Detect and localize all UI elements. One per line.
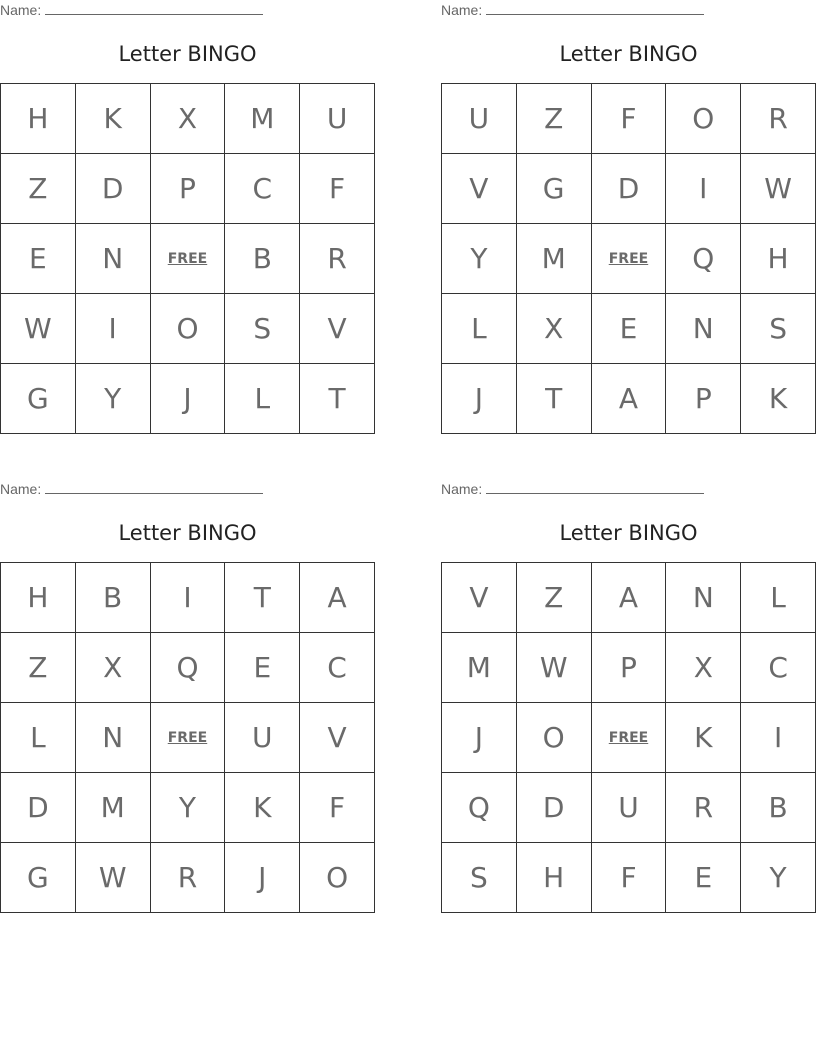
letter-cell: N: [75, 224, 150, 294]
letter-cell: X: [516, 294, 591, 364]
letter-cell: W: [741, 154, 816, 224]
name-blank-line: [486, 2, 704, 15]
letter-cell: Y: [150, 773, 225, 843]
letter-cell: H: [1, 84, 76, 154]
letter-cell: W: [1, 294, 76, 364]
letter-cell: W: [516, 633, 591, 703]
grid-row: [442, 364, 816, 434]
letter-cell: U: [591, 773, 666, 843]
letter-cell: B: [225, 224, 300, 294]
name-field: [441, 2, 704, 18]
letter-cell: P: [591, 633, 666, 703]
letter-cell: V: [300, 703, 375, 773]
bingo-grid: [441, 83, 816, 434]
letter-cell: C: [741, 633, 816, 703]
grid-row: [442, 294, 816, 364]
letter-cell: Y: [442, 224, 517, 294]
name-blank-line: [486, 481, 704, 494]
grid-row: [1, 364, 375, 434]
letter-cell: A: [300, 563, 375, 633]
grid-row: [442, 154, 816, 224]
letter-cell: X: [75, 633, 150, 703]
name-label: Name:: [441, 481, 483, 497]
letter-cell: K: [741, 364, 816, 434]
letter-cell: H: [516, 843, 591, 913]
letter-cell: D: [591, 154, 666, 224]
letter-cell: S: [442, 843, 517, 913]
letter-cell: D: [1, 773, 76, 843]
grid-row: [1, 633, 375, 703]
letter-cell: M: [442, 633, 517, 703]
grid-row: [1, 563, 375, 633]
grid-row: [442, 633, 816, 703]
letter-cell: E: [1, 224, 76, 294]
name-field: [0, 2, 263, 18]
letter-cell: I: [150, 563, 225, 633]
letter-cell: O: [300, 843, 375, 913]
letter-cell: C: [225, 154, 300, 224]
letter-cell: B: [741, 773, 816, 843]
letter-cell: H: [1, 563, 76, 633]
letter-cell: L: [741, 563, 816, 633]
letter-cell: R: [666, 773, 741, 843]
letter-cell: U: [442, 84, 517, 154]
letter-cell: T: [516, 364, 591, 434]
grid-row: [1, 154, 375, 224]
grid-row: [1, 294, 375, 364]
name-label: Name:: [441, 2, 483, 18]
letter-cell: G: [1, 364, 76, 434]
letter-cell: P: [150, 154, 225, 224]
letter-cell: L: [442, 294, 517, 364]
name-label: Name:: [0, 481, 42, 497]
card-title: Letter BINGO: [118, 42, 257, 66]
grid-row: [1, 84, 375, 154]
grid-row: [1, 773, 375, 843]
letter-cell: U: [225, 703, 300, 773]
letter-cell: K: [75, 84, 150, 154]
grid-row: [1, 703, 375, 773]
letter-cell: J: [442, 364, 517, 434]
free-space-cell: FREE: [150, 703, 225, 773]
name-blank-line: [45, 481, 263, 494]
free-space-cell: FREE: [591, 703, 666, 773]
bingo-grid: [0, 562, 375, 913]
letter-cell: Y: [75, 364, 150, 434]
letter-cell: I: [741, 703, 816, 773]
letter-cell: N: [666, 294, 741, 364]
letter-cell: H: [741, 224, 816, 294]
letter-cell: L: [225, 364, 300, 434]
letter-cell: E: [225, 633, 300, 703]
letter-cell: E: [591, 294, 666, 364]
letter-cell: S: [225, 294, 300, 364]
letter-cell: E: [666, 843, 741, 913]
letter-cell: L: [1, 703, 76, 773]
letter-cell: A: [591, 364, 666, 434]
letter-cell: D: [516, 773, 591, 843]
letter-cell: J: [150, 364, 225, 434]
bingo-grid: [0, 83, 375, 434]
letter-cell: J: [225, 843, 300, 913]
letter-cell: Q: [666, 224, 741, 294]
letter-cell: F: [591, 84, 666, 154]
letter-cell: G: [516, 154, 591, 224]
name-label: Name:: [0, 2, 42, 18]
letter-cell: K: [666, 703, 741, 773]
letter-cell: Q: [442, 773, 517, 843]
name-field: [0, 481, 263, 497]
grid-row: [442, 773, 816, 843]
letter-cell: N: [666, 563, 741, 633]
letter-cell: Z: [516, 84, 591, 154]
letter-cell: I: [75, 294, 150, 364]
letter-cell: J: [442, 703, 517, 773]
letter-cell: A: [591, 563, 666, 633]
letter-cell: W: [75, 843, 150, 913]
letter-cell: P: [666, 364, 741, 434]
name-blank-line: [45, 2, 263, 15]
letter-cell: V: [442, 154, 517, 224]
letter-cell: Z: [1, 154, 76, 224]
letter-cell: I: [666, 154, 741, 224]
grid-row: [442, 563, 816, 633]
letter-cell: T: [225, 563, 300, 633]
letter-cell: D: [75, 154, 150, 224]
free-space-cell: FREE: [591, 224, 666, 294]
name-field: [441, 481, 704, 497]
letter-cell: S: [741, 294, 816, 364]
letter-cell: Z: [516, 563, 591, 633]
letter-cell: Q: [150, 633, 225, 703]
letter-cell: V: [300, 294, 375, 364]
letter-cell: T: [300, 364, 375, 434]
letter-cell: X: [150, 84, 225, 154]
grid-row: [442, 224, 816, 294]
letter-cell: Y: [741, 843, 816, 913]
letter-cell: O: [516, 703, 591, 773]
letter-cell: N: [75, 703, 150, 773]
bingo-grid: [441, 562, 816, 913]
letter-cell: B: [75, 563, 150, 633]
letter-cell: X: [666, 633, 741, 703]
letter-cell: F: [591, 843, 666, 913]
letter-cell: C: [300, 633, 375, 703]
grid-row: [442, 843, 816, 913]
grid-row: [1, 843, 375, 913]
card-title: Letter BINGO: [559, 42, 698, 66]
letter-cell: U: [300, 84, 375, 154]
letter-cell: R: [741, 84, 816, 154]
grid-row: [1, 224, 375, 294]
letter-cell: M: [225, 84, 300, 154]
letter-cell: R: [150, 843, 225, 913]
letter-cell: Z: [1, 633, 76, 703]
grid-row: [442, 703, 816, 773]
letter-cell: K: [225, 773, 300, 843]
letter-cell: G: [1, 843, 76, 913]
letter-cell: V: [442, 563, 517, 633]
letter-cell: O: [666, 84, 741, 154]
letter-cell: F: [300, 154, 375, 224]
letter-cell: M: [75, 773, 150, 843]
letter-cell: M: [516, 224, 591, 294]
letter-cell: O: [150, 294, 225, 364]
card-title: Letter BINGO: [559, 521, 698, 545]
letter-cell: F: [300, 773, 375, 843]
free-space-cell: FREE: [150, 224, 225, 294]
card-title: Letter BINGO: [118, 521, 257, 545]
letter-cell: R: [300, 224, 375, 294]
grid-row: [442, 84, 816, 154]
